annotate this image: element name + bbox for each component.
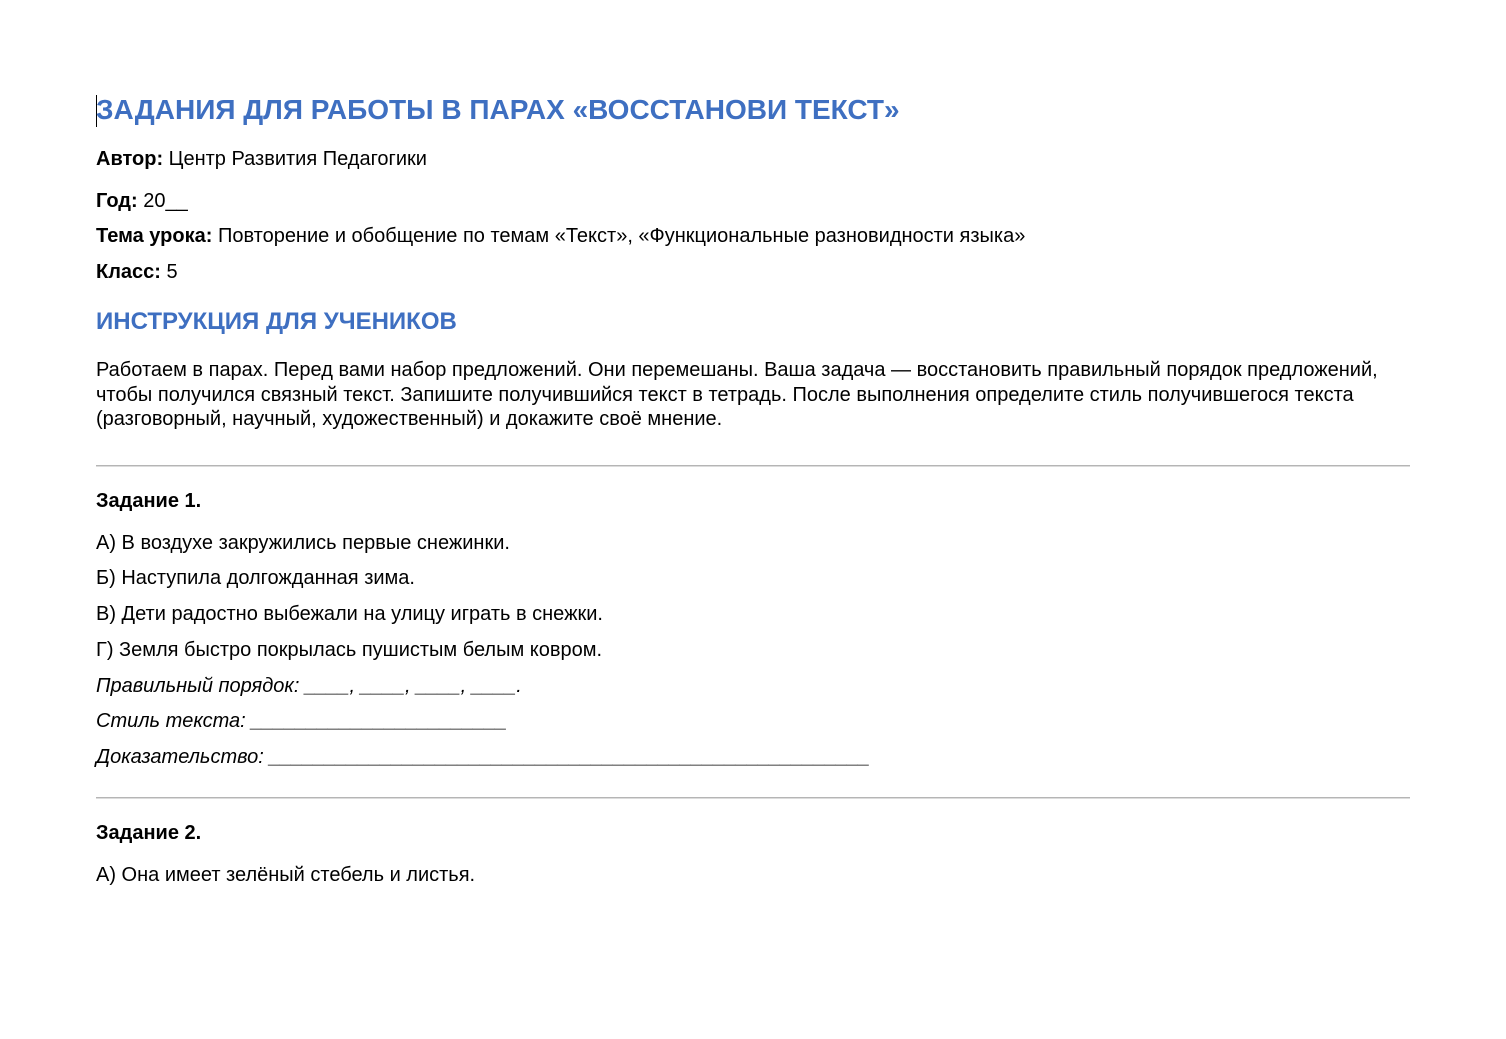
author-line	[96, 148, 427, 171]
task1-style-line: Стиль текста: _______________________	[96, 710, 508, 732]
class-value: 5	[160, 261, 178, 283]
task1-title: Задание 1.	[96, 490, 202, 512]
instructions-text: Работаем в парах. Перед вами набор предложений. Они перемешаны. Ваша задача — восстановить правильный порядок предложений, чтобы получился связный текст. Запишите получившийся текст в тетрадь. После выполнения определите стиль получившегося текста (разговорный, научный, художественный) и докажите своё мнение.	[96, 359, 1378, 430]
year-value: 20__	[137, 190, 188, 212]
author-value: Центр Развития Педагогики	[163, 148, 427, 170]
author-label: Автор:	[96, 148, 164, 170]
task2-title: Задание 2.	[96, 822, 202, 844]
instructions-heading: ИНСТРУКЦИЯ ДЛЯ УЧЕНИКОВ	[96, 308, 457, 335]
divider	[96, 465, 1410, 467]
document-title: ЗАДАНИЯ ДЛЯ РАБОТЫ В ПАРАХ «ВОССТАНОВИ ТЕКСТ»	[96, 94, 900, 125]
task1-item-c: В) Дети радостно выбежали на улицу играть в снежки.	[96, 603, 603, 625]
task1-item-b: Б) Наступила долгожданная зима.	[96, 567, 415, 589]
task2-item-a: А) Она имеет зелёный стебель и листья.	[96, 864, 476, 886]
task1-proof-line: Доказательство: ______________________________________________________	[96, 746, 870, 768]
year-label: Год:	[96, 190, 138, 212]
divider	[96, 797, 1410, 799]
task1-item-a: А) В воздухе закружились первые снежинки.	[96, 532, 510, 554]
task1-item-d: Г) Земля быстро покрылась пушистым белым ковром.	[96, 639, 603, 661]
topic-value: Повторение и обобщение по темам «Текст», «Функциональные разновидности языка»	[212, 225, 1026, 247]
task1-order-line: Правильный порядок: ____, ____, ____, ____.	[96, 675, 522, 697]
class-line	[96, 261, 178, 284]
topic-line	[96, 225, 1025, 248]
year-line	[96, 190, 188, 213]
class-label: Класс:	[96, 261, 161, 283]
topic-label: Тема урока:	[96, 225, 213, 247]
